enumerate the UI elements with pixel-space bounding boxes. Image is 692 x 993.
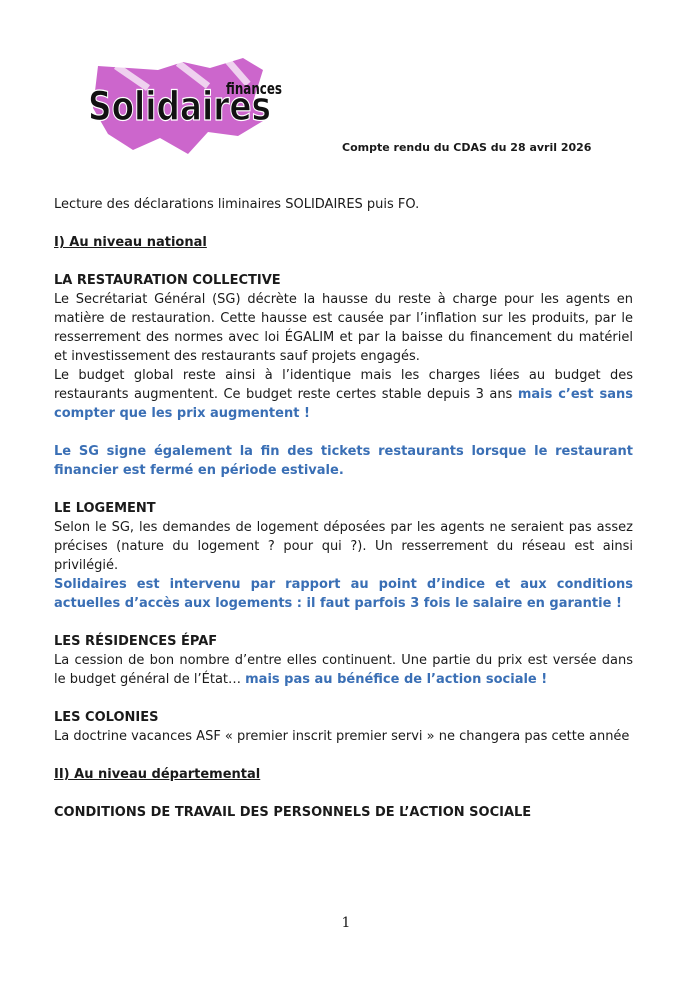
section-national-title: I) Au niveau national bbox=[54, 235, 207, 250]
document-subject: Compte rendu du CDAS du 28 avril 2026 bbox=[342, 141, 592, 154]
logement-paragraph-2: Solidaires est intervenu par rapport au point d’indice et aux conditions actuelles d’accès aux logements : il faut parfois 3 fois le salaire en garantie ! bbox=[54, 577, 633, 611]
colonies-paragraph: La doctrine vacances ASF « premier inscrit premier servi » ne changera pas cette année bbox=[54, 729, 630, 744]
colonies-heading: LES COLONIES bbox=[54, 710, 159, 725]
page-number: 1 bbox=[341, 915, 351, 931]
restauration-paragraph-1: Le Secrétariat Général (SG) décrète la hausse du reste à charge pour les agents en matière de restauration. Cette hausse est causée par l’inflation sur les produits, par le resserrement des normes avec loi ÉGALIM et par la baisse du financement du matériel et investissement des restaurants sauf projets engagés. bbox=[54, 292, 633, 364]
restauration-paragraph-3: Le SG signe également la fin des tickets restaurants lorsque le restaurant financier est fermé en période estivale. bbox=[54, 444, 633, 478]
document-body bbox=[54, 195, 633, 822]
epaf-text: La cession de bon nombre d’entre elles continuent. Une partie du prix est versée dans le budget général de l’État… bbox=[54, 653, 633, 687]
restauration-heading: LA RESTAURATION COLLECTIVE bbox=[54, 273, 281, 288]
logement-heading: LE LOGEMENT bbox=[54, 501, 156, 516]
solidaires-finances-logo bbox=[88, 58, 283, 158]
epaf-paragraph bbox=[54, 651, 633, 689]
logement-paragraph-1: Selon le SG, les demandes de logement déposées par les agents ne seraient pas assez précises (nature du logement ? pour qui ?). Un resserrement du réseau est ainsi privilégié. bbox=[54, 520, 633, 573]
restauration-p2-emphasis: mais c’est sans compter que les prix augmentent ! bbox=[54, 387, 633, 421]
epaf-emphasis: mais pas au bénéfice de l’action sociale ! bbox=[245, 672, 548, 687]
conditions-heading: CONDITIONS DE TRAVAIL DES PERSONNELS DE L’ACTION SOCIALE bbox=[54, 805, 532, 820]
epaf-heading: LES RÉSIDENCES ÉPAF bbox=[54, 634, 218, 649]
restauration-paragraph-2 bbox=[54, 366, 633, 423]
intro-text: Lecture des déclarations liminaires SOLIDAIRES puis FO. bbox=[54, 197, 420, 212]
section-departemental-title: II) Au niveau départemental bbox=[54, 767, 261, 782]
svg-text:Solidaires: Solidaires bbox=[88, 84, 271, 130]
restauration-p2-text: Le budget global reste ainsi à l’identique mais les charges liées au budget des restaurants augmentent. Ce budget reste certes stable depuis 3 ans bbox=[54, 368, 633, 402]
svg-text:finances: finances bbox=[226, 79, 282, 98]
